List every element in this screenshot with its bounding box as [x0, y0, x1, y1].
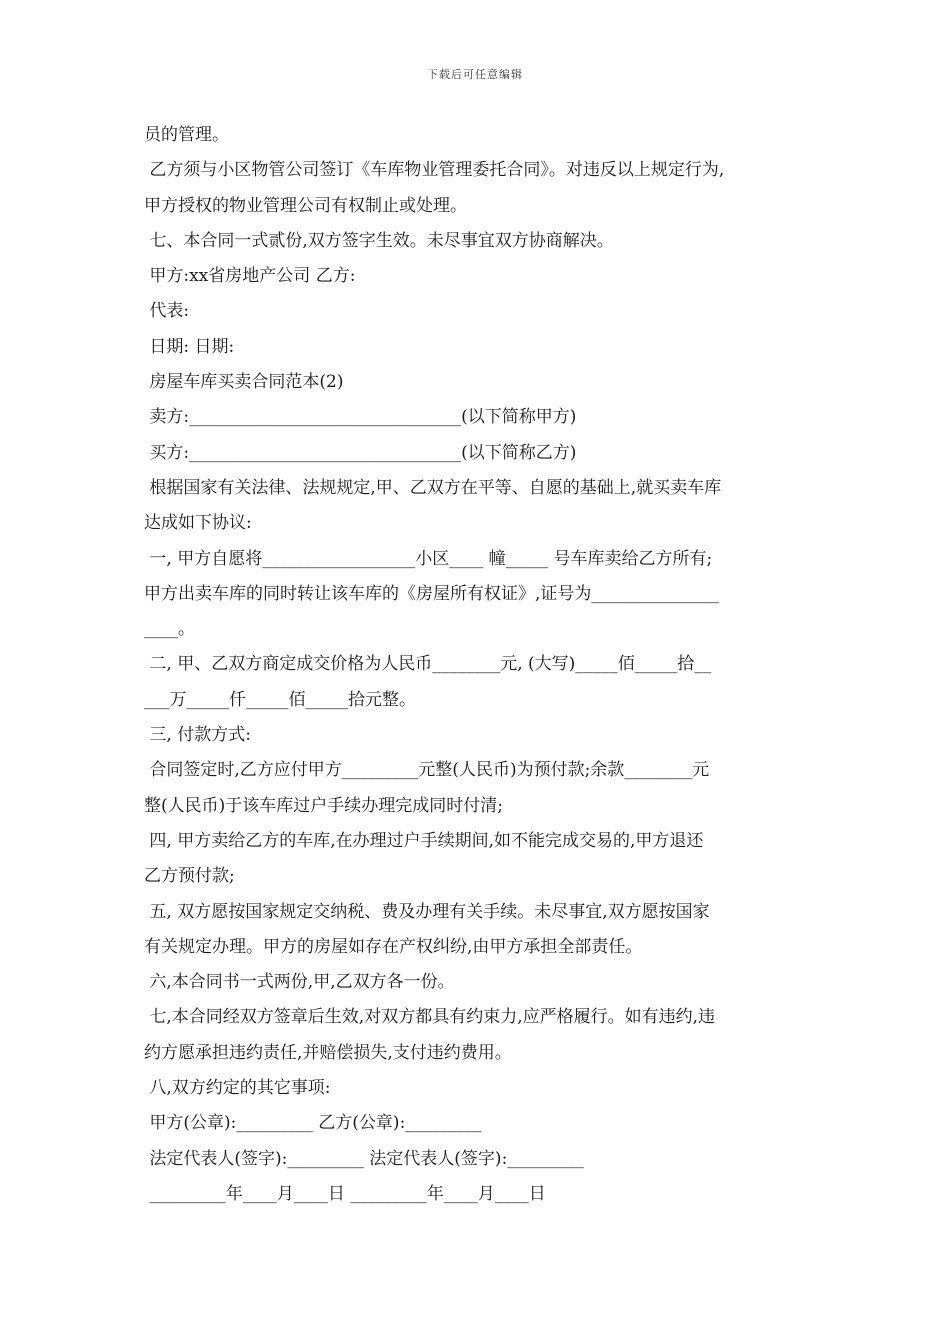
text-line: 乙方预付款; — [144, 866, 235, 887]
text-line: 乙方须与小区物管公司签订《车库物业管理委托合同》。对违反以上规定行为, — [144, 160, 725, 181]
seller-line: 卖方:________________________________(以下简称甲方) — [144, 407, 577, 428]
text-line: 合同签定时,乙方应付甲方_________元整(人民币)为预付款;余款________元 — [144, 760, 710, 781]
contract-body — [144, 118, 812, 1212]
text-line: 七,本合同经双方签章后生效,对双方都具有约束力,应严格履行。如有违约,违 — [144, 1007, 716, 1028]
text-line: 根据国家有关法律、法规规定,甲、乙双方在平等、自愿的基础上,就买卖车库 — [144, 477, 722, 498]
download-note: 下载后可任意编辑 — [427, 68, 523, 81]
text-line: 一, 甲方自愿将__________________小区____ 幢_____ 号车库卖给乙方所有; — [144, 548, 713, 569]
text-line: ___万_____仟_____佰_____拾元整。 — [144, 689, 416, 710]
text-line: 员的管理。 — [144, 125, 229, 145]
text-line: 五, 双方愿按国家规定交纳税、费及办理有关手续。未尽事宜,双方愿按国家 — [144, 901, 710, 922]
seal-line: 甲方(公章):_________ 乙方(公章):_________ — [144, 1113, 482, 1134]
text-line: 二, 甲、乙双方商定成交价格为人民币________元, (大写)_____佰_____拾__ — [144, 654, 712, 675]
text-line: 六,本合同书一式两份,甲,乙双方各一份。 — [144, 972, 455, 993]
text-line: 七、本合同一式贰份,双方签字生效。未尽事宜双方协商解决。 — [144, 230, 614, 251]
text-line: 三, 付款方式: — [144, 725, 251, 746]
buyer-line: 买方:________________________________(以下简称乙方) — [144, 442, 577, 463]
text-line: 达成如下协议: — [144, 513, 252, 534]
text-line: 日期: 日期: — [144, 336, 235, 357]
text-line: 甲方:xx省房地产公司 乙方: — [144, 266, 356, 287]
signature-line: 法定代表人(签字):_________ 法定代表人(签字):_________ — [144, 1148, 584, 1169]
text-line: ____。 — [144, 619, 195, 640]
text-line: 有关规定办理。甲方的房屋如存在产权纠纷,由甲方承担全部责任。 — [144, 936, 643, 957]
section-title: 房屋车库买卖合同范本(2) — [144, 372, 344, 393]
text-line: 四, 甲方卖给乙方的车库,在办理过户手续期间,如不能完成交易的,甲方退还 — [144, 830, 704, 851]
date-line: _________年____月____日 _________年____月____日 — [144, 1183, 546, 1204]
text-line: 八,双方约定的其它事项: — [144, 1078, 331, 1099]
text-line: 整(人民币)于该车库过户手续办理完成同时付清; — [144, 795, 503, 816]
text-line: 约方愿承担违约责任,并赔偿损失,支付违约费用。 — [144, 1042, 512, 1063]
text-line: 代表: — [144, 301, 190, 322]
text-line: 甲方出卖车库的同时转让该车库的《房屋所有权证》,证号为_______________ — [144, 583, 719, 604]
text-line: 甲方授权的物业管理公司有权制止或处理。 — [144, 195, 467, 216]
